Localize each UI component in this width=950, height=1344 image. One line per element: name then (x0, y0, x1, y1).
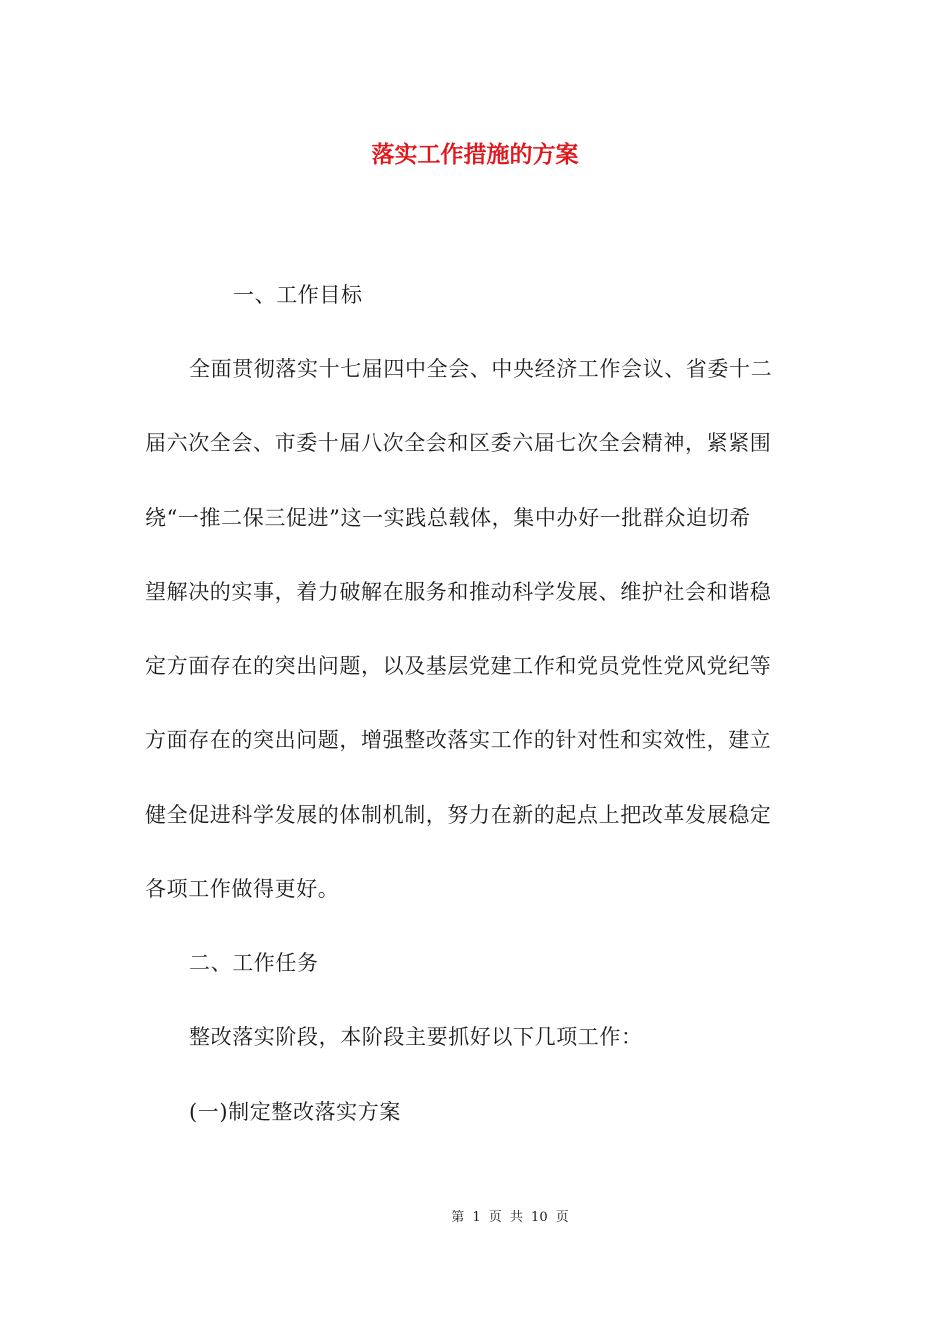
paragraph-line: 定方面存在的突出问题，以及基层党建工作和党员党性党风党纪等 (145, 654, 772, 678)
paragraph-line: 整改落实阶段，本阶段主要抓好以下几项工作： (189, 1025, 643, 1049)
page-number-footer: 第 1 页 共 10 页 (451, 1210, 569, 1225)
section-heading-tasks: 二、工作任务 (189, 951, 319, 975)
paragraph-line: 绕“一推二保三促进”这一实践总载体，集中办好一批群众迫切希 (145, 506, 751, 530)
paragraph-line: 届六次全会、市委十届八次全会和区委六届七次全会精神，紧紧围 (145, 431, 772, 455)
subsection-heading: (一)制定整改落实方案 (189, 1100, 401, 1124)
paragraph-line: 望解决的实事，着力破解在服务和推动科学发展、维护社会和谐稳 (145, 580, 772, 604)
paragraph-line: 各项工作做得更好。 (145, 877, 340, 901)
paragraph-line: 健全促进科学发展的体制机制，努力在新的起点上把改革发展稳定 (145, 803, 772, 827)
paragraph-line: 全面贯彻落实十七届四中全会、中央经济工作会议、省委十二 (189, 357, 773, 381)
paragraph-line: 方面存在的突出问题，增强整改落实工作的针对性和实效性，建立 (145, 728, 772, 752)
section-heading-goals: 一、工作目标 (233, 283, 363, 307)
document-title: 落实工作措施的方案 (371, 141, 579, 168)
